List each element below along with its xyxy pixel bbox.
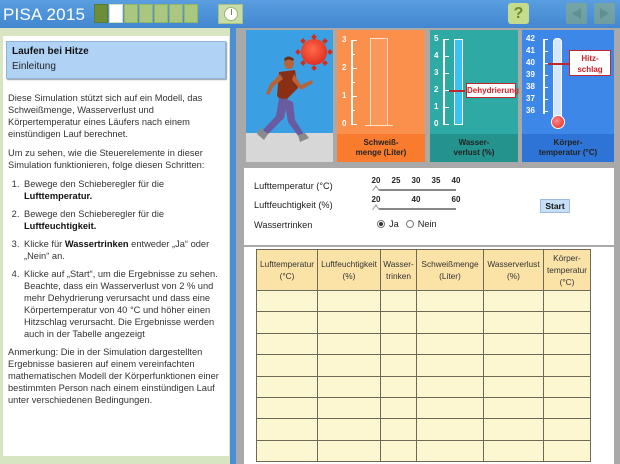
progress-segment-5 <box>154 4 168 23</box>
table-cell <box>381 419 417 440</box>
table-row <box>257 333 591 354</box>
table-cell <box>417 440 484 461</box>
drinking-radio-group <box>377 219 444 229</box>
step-2: 2. Bewege den Schieberegler für die Luftfeuchtigkeit. <box>22 208 226 232</box>
col-body-temperature: Körper- temperatur (°C) <box>544 250 591 291</box>
table-row <box>257 397 591 418</box>
water-loss-gauge <box>430 30 518 162</box>
water-loss-tube <box>454 39 463 125</box>
water-tick: 3 <box>434 68 439 77</box>
air-temperature-ticks: 20 25 30 35 40 <box>371 176 461 185</box>
col-air-temperature: Lufttemperatur (°C) <box>257 250 318 291</box>
water-tick: 4 <box>434 51 439 60</box>
steps-intro: Um zu sehen, wie die Steuerelemente in dieser Simulation funktionieren, folge diesen Schritten: <box>8 148 205 170</box>
thermometer-bulb <box>551 115 565 129</box>
humidity-label: Luftfeuchtigkeit (%) <box>254 200 333 210</box>
table-row <box>257 355 591 376</box>
table-cell <box>484 397 544 418</box>
table-cell <box>318 333 381 354</box>
water-tick: 0 <box>434 119 439 128</box>
step-3: 3. Klicke für Wassertrinken entweder „Ja“ oder „Nein“ an. <box>22 238 226 262</box>
humidity-slider[interactable] <box>371 195 461 215</box>
slider-track[interactable] <box>376 208 456 210</box>
table-cell <box>318 440 381 461</box>
slider-thumb[interactable] <box>372 185 380 191</box>
body-temperature-gauge <box>522 30 614 162</box>
arrow-right-icon <box>597 6 612 21</box>
intro-paragraph: Diese Simulation stützt sich auf ein Modell, das Schweißmenge, Wasserverlust und Körpertemperatur eines Läufers nach einem einstündigen Lauf berechnet. <box>8 93 203 139</box>
help-button[interactable]: ? <box>508 3 529 24</box>
table-cell <box>544 333 591 354</box>
temp-tick: 40 <box>526 58 535 67</box>
instructions-text <box>8 92 226 413</box>
instructions-sidebar <box>0 28 236 464</box>
table-cell <box>417 355 484 376</box>
temp-tick: 38 <box>526 82 535 91</box>
top-bar <box>0 0 620 28</box>
table-cell <box>417 291 484 312</box>
table-cell <box>381 397 417 418</box>
progress-segment-7 <box>184 4 198 23</box>
humidity-ticks: 20 40 60 <box>371 195 461 204</box>
table-cell <box>257 440 318 461</box>
simulation-area <box>236 28 620 464</box>
table-cell <box>257 355 318 376</box>
progress-segment-1 <box>94 4 108 23</box>
table-cell <box>544 376 591 397</box>
radio-ja[interactable]: Ja <box>377 219 399 229</box>
table-cell <box>417 419 484 440</box>
table-cell <box>381 376 417 397</box>
water-tick: 5 <box>434 34 439 43</box>
sweat-tick: 2 <box>342 63 347 72</box>
air-temperature-slider[interactable] <box>371 176 461 196</box>
table-cell <box>381 312 417 333</box>
table-cell <box>318 376 381 397</box>
water-tick: 2 <box>434 85 439 94</box>
dehydration-callout: Dehydrierung <box>466 83 516 98</box>
col-sweat: Schweißmenge (Liter) <box>417 250 484 291</box>
water-loss-label: Wasser- verlust (%) <box>430 134 518 162</box>
results-table <box>256 249 591 462</box>
progress-indicator <box>94 4 199 24</box>
table-cell <box>484 291 544 312</box>
heatstroke-callout: Hitz- schlag <box>569 50 611 76</box>
dehydration-threshold <box>449 90 465 92</box>
table-cell <box>544 291 591 312</box>
table-cell <box>257 376 318 397</box>
progress-segment-4 <box>139 4 153 23</box>
table-cell <box>318 355 381 376</box>
table-cell <box>417 312 484 333</box>
unit-title: Laufen bei Hitze <box>12 46 89 57</box>
step-4: 4. Klicke auf „Start“, um die Ergebnisse zu sehen. Beachte, dass ein Wasserverlust von 2 % und mehr Dehydrierung verursacht und dass eine Körpertemperatur von 40 °C und höher einen Hitzschlag verursacht. Die Ergebnisse werden auch in der Tabelle angezeigt <box>22 268 226 340</box>
progress-segment-6 <box>169 4 183 23</box>
table-cell <box>381 355 417 376</box>
instructions-panel <box>3 36 229 456</box>
table-cell <box>417 333 484 354</box>
table-cell <box>257 397 318 418</box>
step-1: 1. Bewege den Schieberegler für die Lufttemperatur. <box>22 178 226 202</box>
runner-illustration <box>246 30 333 162</box>
table-header-row <box>257 250 591 291</box>
previous-button[interactable] <box>566 3 587 24</box>
note-paragraph: Anmerkung: Die in der Simulation dargestellten Ergebnisse basieren auf einem vereinfachten mathematischen Modell der Körperfunktionen einer bestimmten Person nach einem einstündigen Lauf unter verschiedenen Bedingungen. <box>8 347 219 405</box>
table-cell <box>381 291 417 312</box>
radio-button-nein[interactable] <box>406 220 414 228</box>
col-humidity: Luftfeuchtigkeit (%) <box>318 250 381 291</box>
sweat-label: Schweiß- menge (Liter) <box>337 134 425 162</box>
table-cell <box>257 333 318 354</box>
air-temperature-label: Lufttemperatur (°C) <box>254 181 333 191</box>
table-cell <box>257 291 318 312</box>
temp-tick: 36 <box>526 106 535 115</box>
table-cell <box>318 291 381 312</box>
table-cell <box>484 312 544 333</box>
timer-button[interactable] <box>218 4 243 24</box>
table-row <box>257 312 591 333</box>
temp-tick: 41 <box>526 46 535 55</box>
table-cell <box>318 312 381 333</box>
sweat-tick: 3 <box>342 35 347 44</box>
thermometer <box>553 38 562 120</box>
col-water-loss: Wasserverlust (%) <box>484 250 544 291</box>
app-title: PISA 2015 <box>3 5 86 24</box>
temp-tick: 39 <box>526 70 535 79</box>
water-tick: 1 <box>434 102 439 111</box>
progress-segment-2 <box>109 4 123 23</box>
results-table-area <box>244 247 614 464</box>
table-cell <box>544 419 591 440</box>
temp-tick: 37 <box>526 94 535 103</box>
table-cell <box>417 397 484 418</box>
table-cell <box>318 397 381 418</box>
table-cell <box>544 440 591 461</box>
steps-list <box>8 178 226 340</box>
table-cell <box>417 376 484 397</box>
progress-segment-3 <box>124 4 138 23</box>
table-cell <box>484 419 544 440</box>
drinking-label: Wassertrinken <box>254 220 313 230</box>
col-drinking: Wasser- trinken <box>381 250 417 291</box>
table-cell <box>484 355 544 376</box>
runner-icon <box>246 30 333 162</box>
table-cell <box>484 376 544 397</box>
table-cell <box>257 419 318 440</box>
table-row <box>257 291 591 312</box>
table-cell <box>544 397 591 418</box>
table-cell <box>544 312 591 333</box>
measuring-cylinder <box>370 38 388 126</box>
slider-thumb[interactable] <box>372 204 380 210</box>
arrow-left-icon <box>569 6 584 21</box>
table-cell <box>318 419 381 440</box>
temp-tick: 42 <box>526 34 535 43</box>
body-temperature-label: Körper- temperatur (°C) <box>522 134 614 162</box>
next-button[interactable] <box>594 3 615 24</box>
slider-track[interactable] <box>376 189 456 191</box>
table-row <box>257 440 591 461</box>
table-cell <box>381 440 417 461</box>
unit-subtitle: Einleitung <box>12 61 56 72</box>
table-cell <box>484 333 544 354</box>
sweat-tick: 1 <box>342 91 347 100</box>
table-row <box>257 419 591 440</box>
heatstroke-threshold <box>548 63 570 65</box>
radio-nein[interactable]: Nein <box>406 219 437 229</box>
radio-button-ja[interactable] <box>377 220 385 228</box>
water-axis <box>443 39 445 124</box>
clock-icon <box>224 7 238 21</box>
table-cell <box>544 355 591 376</box>
table-cell <box>484 440 544 461</box>
simulation-controls <box>244 168 614 245</box>
table-cell <box>257 312 318 333</box>
table-row <box>257 376 591 397</box>
start-button[interactable]: Start <box>540 199 570 213</box>
sweat-gauge <box>337 30 425 162</box>
table-cell <box>381 333 417 354</box>
sweat-tick: 0 <box>342 119 347 128</box>
unit-title-box <box>6 41 226 79</box>
